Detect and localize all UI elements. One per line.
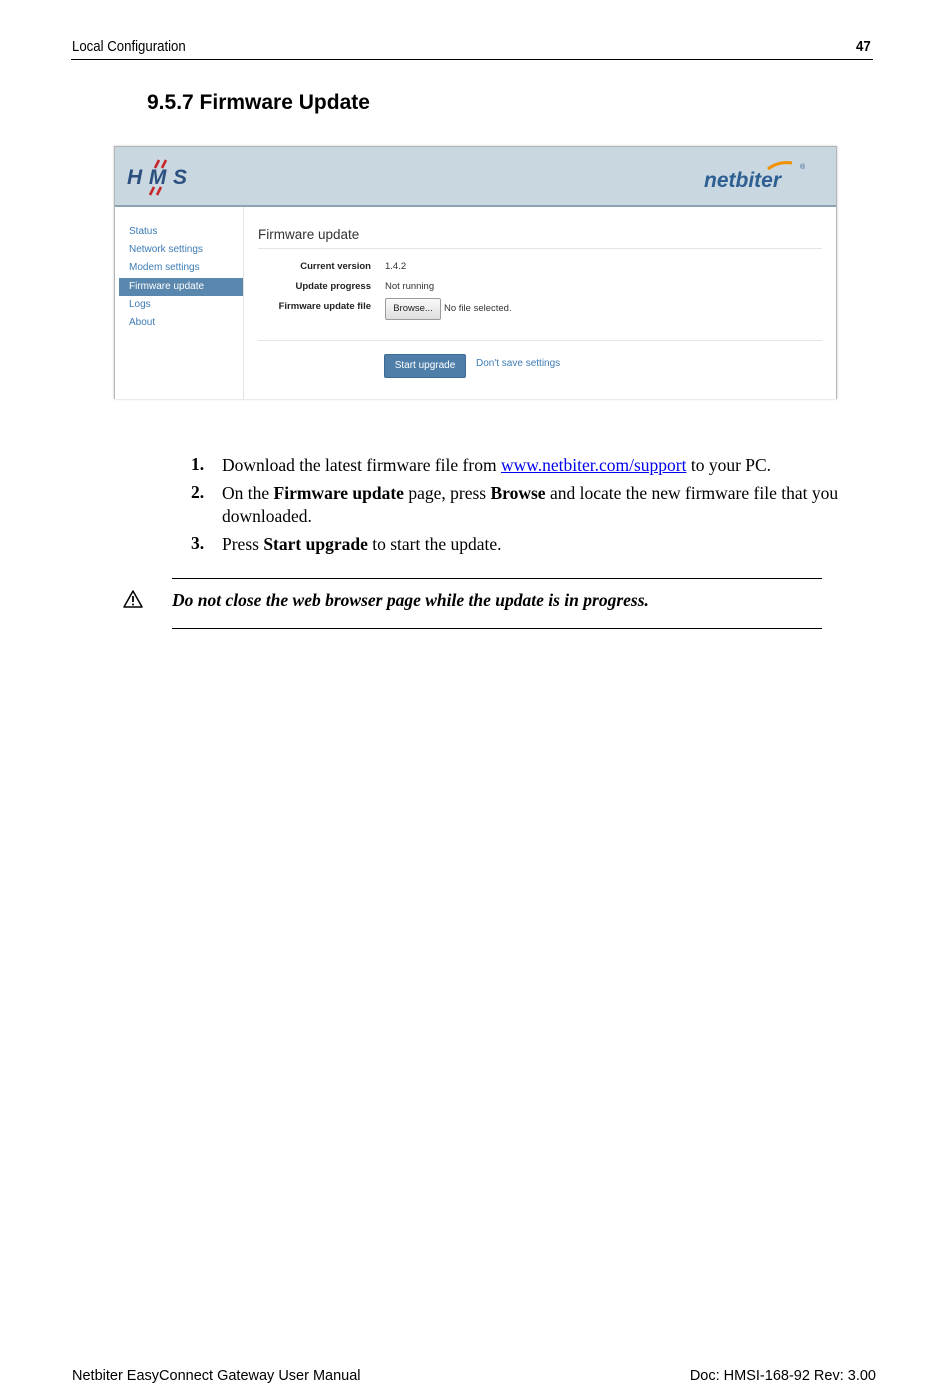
dont-save-settings-link[interactable]: Don't save settings xyxy=(476,358,561,369)
nav-item-firmware-update[interactable]: Firmware update xyxy=(119,278,243,296)
page-header-section: Local Configuration xyxy=(72,38,186,55)
step-number: 3. xyxy=(191,533,205,553)
step-text-bold: Start upgrade xyxy=(263,534,368,554)
step-number: 2. xyxy=(191,482,205,502)
nav-item-status[interactable]: Status xyxy=(129,226,158,237)
current-version-value: 1.4.2 xyxy=(385,261,407,272)
web-ui-screenshot xyxy=(114,146,837,399)
warning-triangle-icon xyxy=(123,590,143,608)
update-progress-value: Not running xyxy=(385,281,435,292)
browse-button[interactable]: Browse... xyxy=(385,298,441,320)
note-rule-top xyxy=(172,578,822,579)
step-number: 1. xyxy=(191,454,205,474)
footer-doc-id: Doc: HMSI-168-92 Rev: 3.00 xyxy=(689,1368,876,1384)
update-file-label: Firmware update file xyxy=(278,301,371,312)
step-text-part: page, press xyxy=(403,483,491,503)
page-number: 47 xyxy=(856,38,871,55)
netbiter-support-link[interactable]: www.netbiter.com/support xyxy=(500,455,687,475)
header-rule xyxy=(71,59,873,60)
step-text-part: to start the update. xyxy=(367,534,502,554)
web-ui-main xyxy=(244,207,836,399)
warning-text: Do not close the web browser page while the update is in progress. xyxy=(172,590,649,610)
current-version-label: Current version xyxy=(300,261,371,272)
web-ui-nav xyxy=(115,207,244,399)
firmware-update-title: Firmware update xyxy=(258,227,360,242)
netbiter-logo xyxy=(704,159,814,193)
svg-text:HMS: HMS xyxy=(127,166,187,189)
step-text-part: Download the latest firmware file from xyxy=(222,455,501,475)
footer-title: Netbiter EasyConnect Gateway User Manual xyxy=(72,1368,361,1384)
note-rule-bottom xyxy=(172,628,822,629)
web-ui-header xyxy=(115,147,836,207)
step-text-part: to your PC. xyxy=(686,455,772,475)
nav-item-logs[interactable]: Logs xyxy=(129,299,151,310)
nav-item-network-settings[interactable]: Network settings xyxy=(129,244,203,255)
section-title: 9.5.7 Firmware Update xyxy=(147,91,370,114)
svg-text:netbiter: netbiter xyxy=(704,169,782,192)
step-text-part: On the xyxy=(222,483,274,503)
step-text-part: Press xyxy=(222,534,264,554)
title-divider xyxy=(258,248,822,249)
hms-logo xyxy=(127,159,191,197)
update-progress-label: Update progress xyxy=(295,281,371,292)
form-divider xyxy=(258,340,822,341)
step-text-part: and locate the new firmware file that you downloaded. xyxy=(222,483,839,526)
nav-item-modem-settings[interactable]: Modem settings xyxy=(129,262,200,273)
svg-text:®: ® xyxy=(800,164,806,171)
step-text-bold: Firmware update xyxy=(273,483,404,503)
no-file-selected-text: No file selected. xyxy=(444,303,512,314)
nav-item-about[interactable]: About xyxy=(129,317,156,328)
step-text xyxy=(222,482,872,528)
start-upgrade-button[interactable]: Start upgrade xyxy=(384,354,466,378)
step-text-bold: Browse xyxy=(490,483,546,503)
step-text xyxy=(222,533,872,556)
step-text xyxy=(222,454,872,477)
